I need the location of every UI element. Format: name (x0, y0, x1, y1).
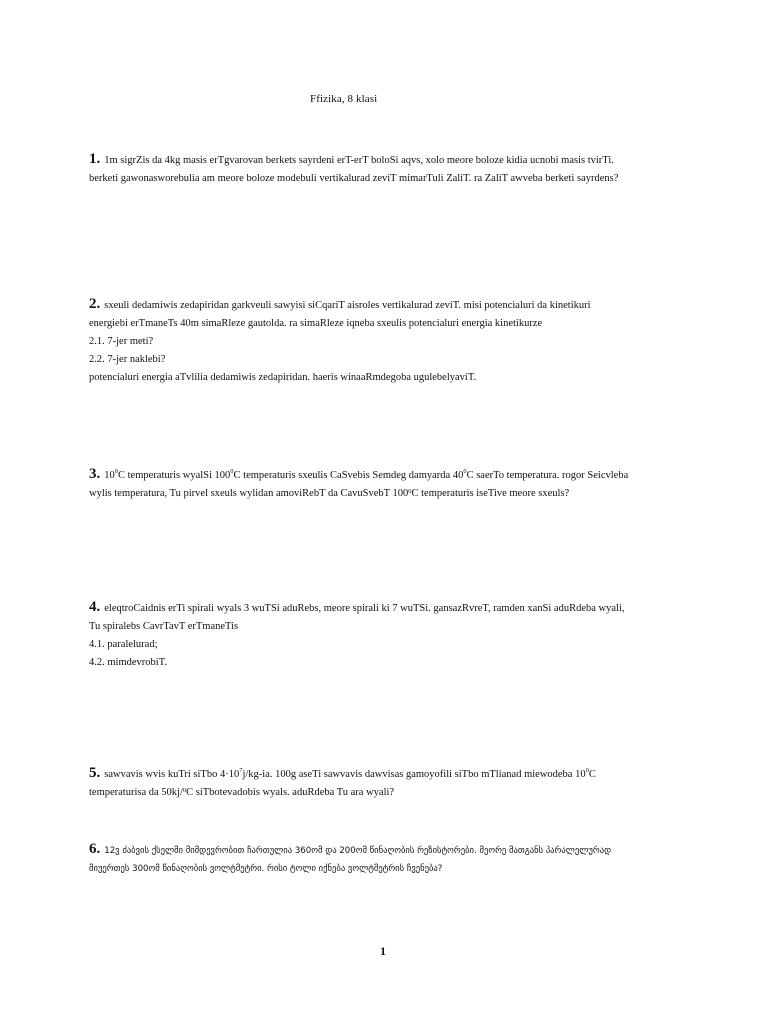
degree-superscript: 0 (463, 468, 467, 475)
problem-3 (89, 465, 689, 503)
problem-text-line: Tu spiralebs CavrTavT erTmaneTis (89, 621, 239, 632)
sub-question: 4.2. mimdevrobiT. (89, 657, 167, 668)
problem-number: 3. (89, 466, 101, 482)
degree-superscript: 0 (585, 767, 589, 774)
problem-1 (89, 150, 689, 188)
degree-superscript: 0 (182, 787, 187, 794)
problem-text-line: sxeuli dedamiwis zedapiridan garkveuli sawyisi siCqariT aisroles vertikalurad zeviT. misi potencialuri da kinetikuri (104, 300, 591, 311)
problem-text-fragment: 10 (104, 470, 115, 481)
problem-6 (89, 840, 689, 878)
sub-question: 2.2. 7-jer naklebi? (89, 354, 166, 365)
problem-text-fragment: j/kg-ia. 100g aseTi sawvavis dawvisas gamoyofili siTbo mTlianad miewodeba 10 (242, 769, 586, 780)
problem-text-fragment: C temperaturis iseTive meore sxeuls? (411, 488, 570, 499)
problem-note: potencialuri energia aTvlilia dedamiwis zedapiridan. haeris winaaRmdegoba ugulebelyaviT. (89, 372, 477, 383)
problem-text-fragment: C (588, 769, 596, 780)
problem-text-fragment: wylis temperatura, Tu pirvel sxeuls wylidan amoviRebT da CavuSvebT 100 (89, 488, 409, 499)
problem-number: 5. (89, 765, 101, 781)
problem-text-line: მიუერთეს 300ომ წინაღობის ვოლტმეტრი. რისი ტოლი იქნება ვოლტმეტრის ჩვენება? (89, 864, 443, 874)
problem-text-fragment: C saerTo temperatura. rogor Seicvleba (466, 470, 629, 481)
problem-number: 6. (89, 841, 101, 857)
problem-4 (89, 598, 689, 672)
sub-question: 4.1. paralelurad; (89, 639, 158, 650)
sub-question: 2.1. 7-jer meti? (89, 336, 154, 347)
problem-text-line: energiebi erTmaneTs 40m simaRleze gautolda. ra simaRleze iqneba sxeulis potencialuri energia kinetikurze (89, 318, 543, 329)
problem-text-fragment: C temperaturis sxeulis CaSvebis Semdeg damyarda 40 (233, 470, 464, 481)
degree-superscript: 0 (408, 488, 412, 495)
problem-2 (89, 295, 689, 387)
problem-number: 4. (89, 599, 101, 615)
problem-text-line: 1m sigrZis da 4kg masis erTgvarovan berkets sayrdeni erT-erT boloSi aqvs, xolo meore boloze kidia ucnobi masis tvirTi. (104, 155, 614, 166)
page-number: 1 (380, 944, 386, 958)
problem-text-fragment: C temperaturis wyalSi 100 (118, 470, 231, 481)
problem-number: 2. (89, 296, 101, 312)
problem-text-line: eleqtroCaidnis erTi spirali wyals 3 wuTSi aduRebs, meore spirali ki 7 wuTSi. gansazRvreT, ramden xanSi aduRdeba wyali, (104, 603, 625, 614)
degree-superscript: 0 (230, 468, 234, 475)
problem-5 (89, 764, 689, 802)
problem-text-fragment: temperaturisa da 50kj/ (89, 787, 183, 798)
problem-text-fragment: C siTbotevadobis wyals. aduRdeba Tu ara wyali? (186, 787, 395, 798)
problem-number: 1. (89, 151, 101, 167)
degree-superscript: 0 (114, 468, 118, 475)
problem-text-line: berketi gawonasworebulia am meore boloze modebuli vertikalurad zeviT mimarTuli ZaliT. ra ZaliT awveba berketi sayrdens? (89, 173, 619, 184)
page-title: Ffizika, 8 klasi (310, 93, 378, 105)
problem-text-fragment: sawvavis wvis kuTri siTbo 4·10 (104, 769, 240, 780)
exponent-superscript: 7 (239, 767, 243, 774)
problem-text-line: 12ვ ძაბვის ქსელში მიმდევრობით ჩართულია 360ომ და 200ომ წინაღობის რეზისტორები. მეორე მათგანს პარალელურად (104, 846, 612, 856)
